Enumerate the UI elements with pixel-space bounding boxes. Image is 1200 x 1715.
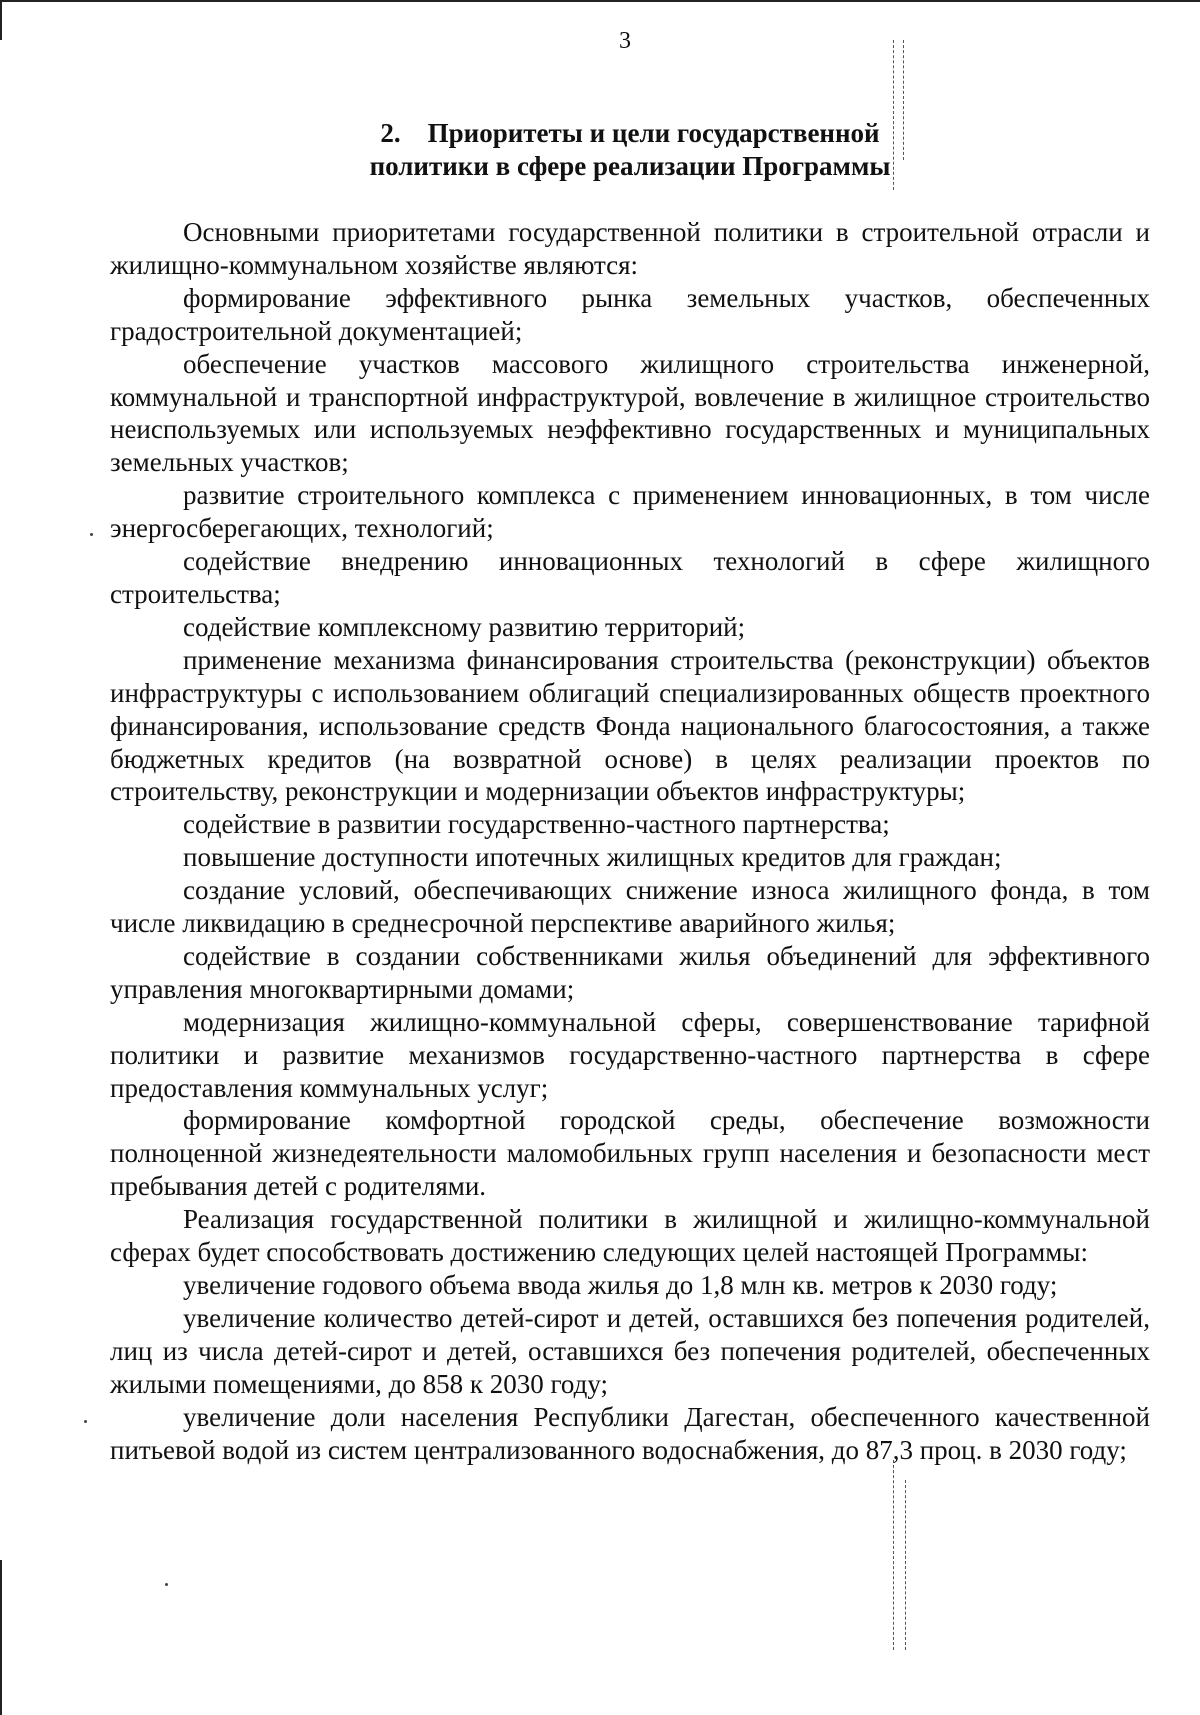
document-body <box>110 216 1150 1466</box>
scan-fold-mark <box>893 1460 895 1650</box>
scan-speck <box>90 533 93 536</box>
scan-speck <box>165 1583 168 1586</box>
paragraph: применение механизма финансирования строительства (реконструкции) объектов инфраструктуры с использованием облигаций специализированных обществ проектного финансирования, использование средств Фонда национального благосостояния, а также бюджетных кредитов (на возвратной основе) в целях реализации проектов по строительству, реконструкции и модернизации объектов инфраструктуры; <box>110 644 1150 807</box>
paragraph: увеличение количество детей-сирот и детей, оставшихся без попечения родителей, лиц из числа детей-сирот и детей, оставшихся без попечения родителей, обеспеченных жилыми помещениями, до 858 к 2030 году; <box>110 1302 1150 1399</box>
paragraph: формирование эффективного рынка земельных участков, обеспеченных градостроительной документацией; <box>110 282 1150 346</box>
paragraph: формирование комфортной городской среды, обеспечение возможности полноценной жизнедеятельности маломобильных групп населения и безопасности мест пребывания детей с родителями. <box>110 1105 1150 1202</box>
paragraph: содействие в развитии государственно-частного партнерства; <box>183 809 890 840</box>
paragraph: содействие внедрению инновационных технологий в сфере жилищного строительства; <box>110 546 1150 609</box>
scan-speck <box>84 1420 87 1423</box>
paragraph: создание условий, обеспечивающих снижение износа жилищного фонда, в том числе ликвидацию в среднесрочной перспективе аварийного жилья; <box>110 875 1150 939</box>
scan-edge-left-bottom <box>0 1560 2 1715</box>
section-heading-line-1: 2. Приоритеты и цели государственной <box>380 118 880 148</box>
paragraph: содействие комплексному развитию территорий; <box>183 611 746 642</box>
paragraph: увеличение годового объема ввода жилья до 1,8 млн кв. метров к 2030 году; <box>183 1270 1058 1300</box>
paragraph: Основными приоритетами государственной политики в строительной отрасли и жилищно-коммунальном хозяйстве являются: <box>110 217 1150 280</box>
scan-fold-mark <box>905 1480 907 1650</box>
paragraph: содействие в создании собственниками жилья объединений для эффективного управления многоквартирными домами; <box>110 940 1150 1004</box>
scan-edge-top <box>0 0 1200 2</box>
page-number: 3 <box>619 28 631 54</box>
section-heading-line-2: политики в сфере реализации Программы <box>369 151 891 181</box>
paragraph: Реализация государственной политики в жилищной и жилищно-коммунальной сферах будет способствовать достижению следующих целей настоящей Программы: <box>110 1204 1150 1268</box>
paragraph: обеспечение участков массового жилищного строительства инженерной, коммунальной и транспортной инфраструктурой, вовлечение в жилищное строительство неиспользуемых или используемых неэффективно государственных и муниципальных земельных участков; <box>110 348 1150 478</box>
paragraph: развитие строительного комплекса с применением инновационных, в том числе энергосберегающих, технологий; <box>110 480 1150 544</box>
paragraph: модернизация жилищно-коммунальной сферы, совершенствование тарифной политики и развитие механизмов государственно-частного партнерства в сфере предоставления коммунальных услуг; <box>110 1006 1150 1103</box>
paragraph: повышение доступности ипотечных жилищных кредитов для граждан; <box>183 842 1002 873</box>
paragraph: увеличение доли населения Республики Дагестан, обеспеченного качественной питьевой водой из систем централизованного водоснабжения, до 87,3 проц. в 2030 году; <box>110 1401 1150 1465</box>
section-heading <box>110 117 1150 183</box>
